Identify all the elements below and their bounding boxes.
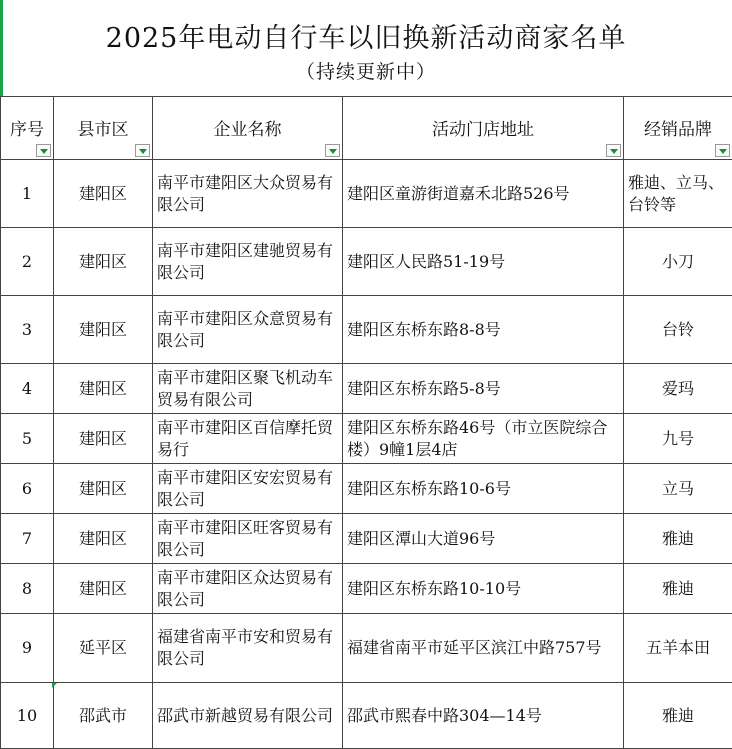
table-row [1, 514, 732, 564]
cell-county[interactable]: 延平区 [54, 614, 153, 683]
cell-address[interactable] [343, 296, 624, 364]
address-text: 建阳区潭山大道96号 [347, 528, 623, 550]
header-row [1, 97, 732, 160]
cell-seq[interactable]: 3 [1, 296, 54, 364]
cell-company[interactable] [153, 228, 343, 296]
cell-company[interactable] [153, 160, 343, 228]
cell-address[interactable] [343, 364, 624, 414]
address-text: 建阳区东桥东路46号（市立医院综合楼）9幢1层4店 [347, 417, 623, 461]
cell-seq[interactable]: 4 [1, 364, 54, 414]
cell-brand[interactable]: 雅迪 [624, 514, 732, 564]
cell-company[interactable] [153, 296, 343, 364]
company-text: 南平市建阳区旺客贸易有限公司 [157, 517, 342, 561]
cell-company[interactable] [153, 614, 343, 683]
cell-seq[interactable]: 7 [1, 514, 54, 564]
table-row [1, 464, 732, 514]
address-text: 建阳区东桥东路10-6号 [347, 478, 623, 500]
company-text: 南平市建阳区建驰贸易有限公司 [157, 240, 342, 284]
cell-address[interactable] [343, 414, 624, 464]
table-row [1, 160, 732, 228]
cell-county[interactable]: 建阳区 [54, 228, 153, 296]
company-text: 南平市建阳区聚飞机动车贸易有限公司 [157, 367, 342, 411]
header-seq-label: 序号 [1, 97, 53, 141]
cell-brand[interactable]: 雅迪 [624, 564, 732, 614]
company-text: 南平市建阳区众达贸易有限公司 [157, 567, 342, 611]
cell-address[interactable] [343, 464, 624, 514]
merchant-table [0, 96, 732, 749]
address-text: 建阳区东桥东路8-8号 [347, 319, 623, 341]
cell-brand[interactable] [624, 160, 732, 228]
header-county [54, 97, 153, 160]
address-text: 建阳区童游街道嘉禾北路526号 [347, 183, 623, 205]
cell-county[interactable]: 建阳区 [54, 296, 153, 364]
cell-county[interactable]: 建阳区 [54, 364, 153, 414]
table-row [1, 564, 732, 614]
cell-comment-indicator [52, 683, 57, 688]
address-text: 建阳区东桥东路5-8号 [347, 378, 623, 400]
cell-seq[interactable]: 5 [1, 414, 54, 464]
cell-company[interactable] [153, 683, 343, 749]
header-seq [1, 97, 54, 160]
address-text: 邵武市熙春中路304—14号 [347, 705, 623, 727]
cell-seq[interactable]: 10 [1, 683, 54, 749]
brand-text: 雅迪、立马、台铃等 [628, 172, 732, 216]
filter-dropdown-icon[interactable] [36, 144, 51, 157]
company-text: 南平市建阳区众意贸易有限公司 [157, 308, 342, 352]
cell-company[interactable] [153, 564, 343, 614]
filter-dropdown-icon[interactable] [325, 144, 340, 157]
cell-county[interactable]: 建阳区 [54, 160, 153, 228]
address-text: 建阳区人民路51-19号 [347, 251, 623, 273]
cell-address[interactable] [343, 683, 624, 749]
cell-county[interactable]: 建阳区 [54, 464, 153, 514]
cell-company[interactable] [153, 364, 343, 414]
company-text: 南平市建阳区安宏贸易有限公司 [157, 467, 342, 511]
cell-county[interactable]: 建阳区 [54, 414, 153, 464]
cell-brand[interactable]: 小刀 [624, 228, 732, 296]
company-text: 福建省南平市安和贸易有限公司 [157, 626, 342, 670]
cell-brand[interactable]: 台铃 [624, 296, 732, 364]
filter-dropdown-icon[interactable] [715, 144, 730, 157]
header-county-label: 县市区 [54, 97, 152, 141]
table-row [1, 228, 732, 296]
cell-brand[interactable]: 爱玛 [624, 364, 732, 414]
header-address-label: 活动门店地址 [343, 97, 623, 141]
address-text: 建阳区东桥东路10-10号 [347, 578, 623, 600]
filter-dropdown-icon[interactable] [606, 144, 621, 157]
cell-seq[interactable]: 6 [1, 464, 54, 514]
table-row [1, 296, 732, 364]
company-text: 南平市建阳区百信摩托贸易行 [157, 417, 342, 461]
cell-seq[interactable]: 2 [1, 228, 54, 296]
cell-brand[interactable]: 九号 [624, 414, 732, 464]
cell-brand[interactable]: 雅迪 [624, 683, 732, 749]
page-title: 2025年电动自行车以旧换新活动商家名单 [0, 16, 732, 55]
table-row [1, 364, 732, 414]
cell-address[interactable] [343, 514, 624, 564]
company-text: 南平市建阳区大众贸易有限公司 [157, 172, 342, 216]
table-row [1, 414, 732, 464]
page-subtitle: （持续更新中） [0, 57, 732, 84]
header-company-label: 企业名称 [153, 97, 342, 141]
cell-seq[interactable]: 1 [1, 160, 54, 228]
cell-address[interactable] [343, 160, 624, 228]
cell-company[interactable] [153, 414, 343, 464]
cell-company[interactable] [153, 464, 343, 514]
cell-address[interactable] [343, 564, 624, 614]
cell-brand[interactable]: 立马 [624, 464, 732, 514]
cell-address[interactable] [343, 614, 624, 683]
cell-seq[interactable]: 9 [1, 614, 54, 683]
header-company [153, 97, 343, 160]
company-text: 邵武市新越贸易有限公司 [157, 705, 342, 727]
header-brand-label: 经销品牌 [624, 97, 732, 141]
cell-company[interactable] [153, 514, 343, 564]
header-address [343, 97, 624, 160]
cell-address[interactable] [343, 228, 624, 296]
cell-seq[interactable]: 8 [1, 564, 54, 614]
cell-brand[interactable]: 五羊本田 [624, 614, 732, 683]
cell-county[interactable]: 建阳区 [54, 564, 153, 614]
cell-county[interactable]: 邵武市 [54, 683, 153, 749]
header-brand [624, 97, 732, 160]
table-row [1, 614, 732, 683]
cell-county[interactable]: 建阳区 [54, 514, 153, 564]
filter-dropdown-icon[interactable] [135, 144, 150, 157]
address-text: 福建省南平市延平区滨江中路757号 [347, 637, 623, 659]
table-row [1, 683, 732, 749]
